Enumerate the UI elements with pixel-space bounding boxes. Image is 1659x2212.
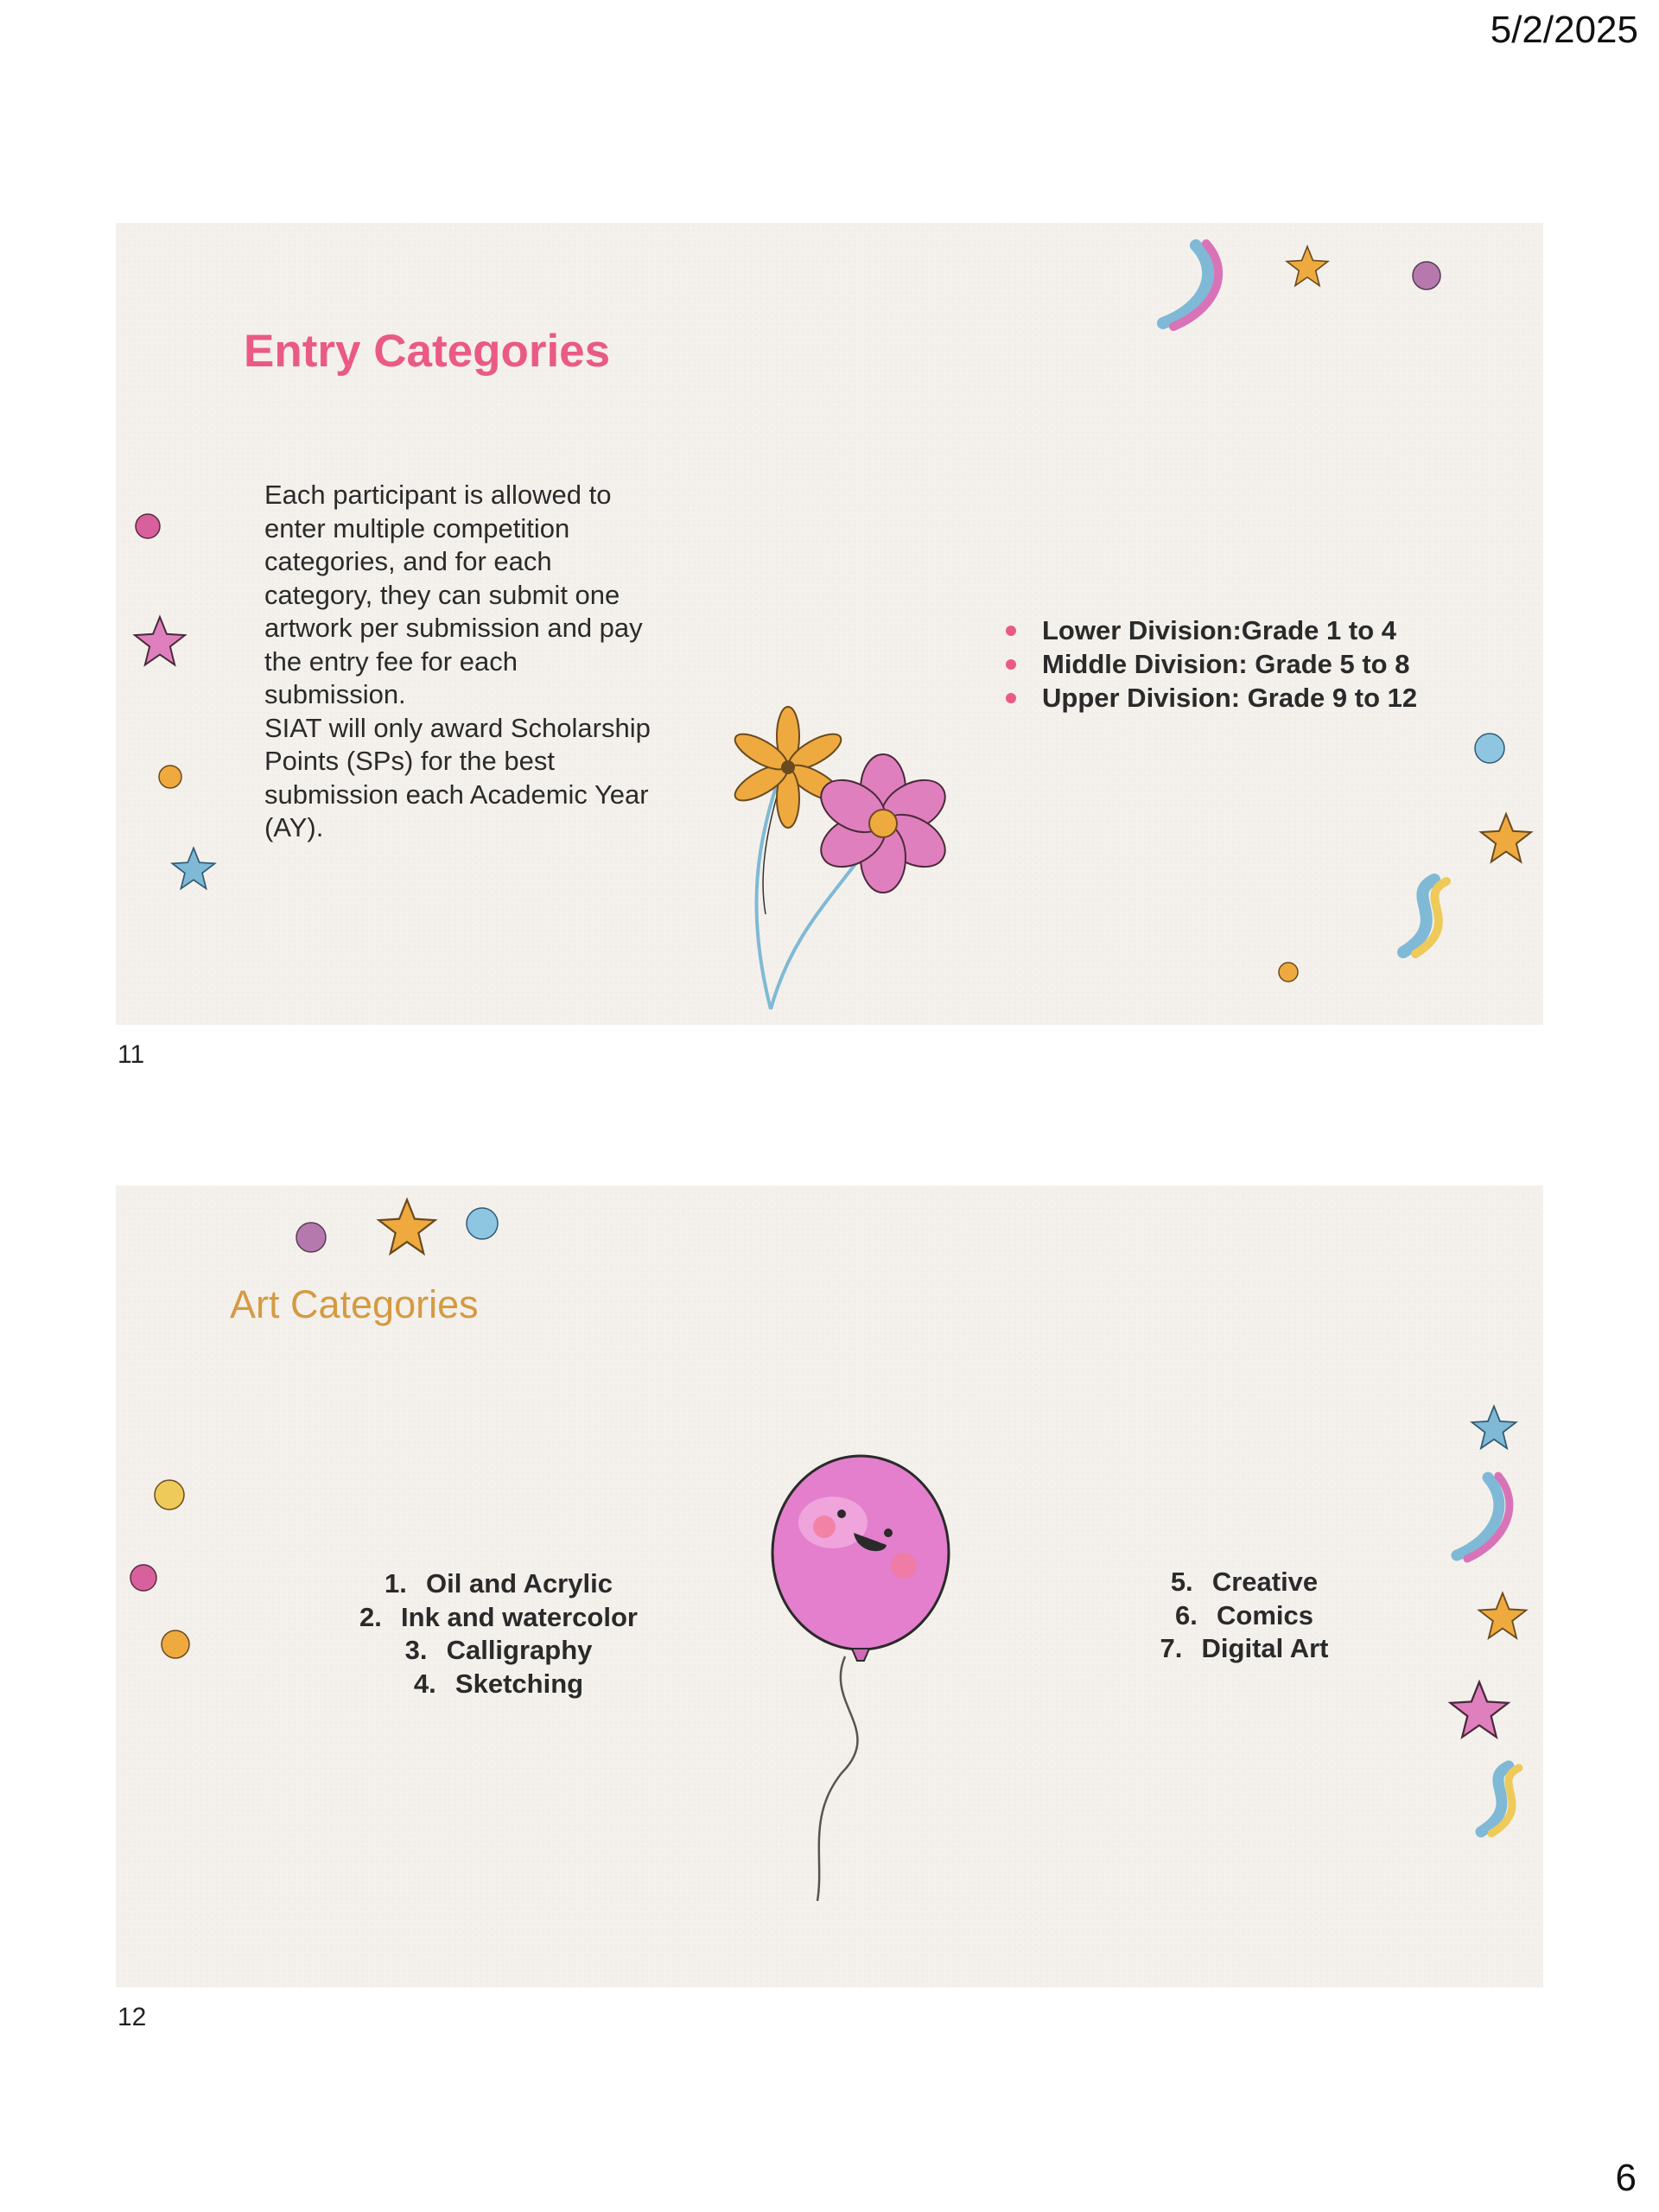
- slide-number: 11: [118, 1040, 145, 1069]
- slide-number: 12: [118, 2003, 147, 2031]
- category-label: Sketching: [454, 1668, 584, 1699]
- art-categories-left: [304, 1567, 693, 1700]
- balloon-icon: [755, 1445, 963, 1911]
- item-number: 6.: [1175, 1599, 1198, 1630]
- bullet-icon: [1006, 626, 1016, 636]
- dot-icon: [152, 1478, 187, 1512]
- list-item: [994, 647, 1417, 681]
- list-item: [1097, 1599, 1391, 1633]
- bullet-icon: [1006, 659, 1016, 670]
- list-item: [1097, 1566, 1391, 1599]
- division-label: Upper Division: Grade 9 to 12: [1042, 683, 1418, 713]
- entry-rules-text: [264, 479, 688, 845]
- category-label: Ink and watercolor: [401, 1601, 638, 1632]
- category-label: Creative: [1211, 1567, 1319, 1597]
- item-number: 5.: [1170, 1567, 1193, 1597]
- star-icon: [1478, 810, 1535, 868]
- item-number: 7.: [1160, 1633, 1183, 1663]
- list-item: [994, 681, 1417, 715]
- category-label: Digital Art: [1201, 1633, 1329, 1663]
- body-line: the entry fee for each: [264, 645, 518, 677]
- body-line: (AY).: [264, 812, 324, 842]
- star-icon: [1446, 1678, 1512, 1744]
- body-line: submission.: [264, 679, 406, 709]
- ribbon-icon: [1384, 869, 1462, 964]
- bullet-icon: [1006, 693, 1016, 703]
- ribbon-icon: [1446, 1471, 1519, 1566]
- dot-icon: [463, 1205, 501, 1243]
- body-line: submission each Academic Year: [264, 779, 649, 810]
- dot-icon: [1410, 259, 1443, 292]
- dot-icon: [128, 1562, 159, 1593]
- body-line: SIAT will only award Scholarship: [264, 712, 651, 743]
- dot-icon: [133, 512, 162, 541]
- slide-art-categories: [116, 1185, 1543, 1987]
- item-number: 2.: [359, 1601, 382, 1632]
- body-line: Each participant is allowed to: [264, 480, 612, 510]
- star-icon: [1284, 244, 1331, 290]
- star-icon: [1476, 1590, 1529, 1643]
- body-line: category, they can submit one: [264, 579, 620, 610]
- item-number: 4.: [413, 1668, 436, 1699]
- ribbon-icon: [1153, 238, 1230, 334]
- list-item: [304, 1668, 693, 1701]
- ribbon-icon: [1464, 1756, 1533, 1842]
- category-label: Calligraphy: [446, 1635, 593, 1665]
- dot-icon: [1472, 731, 1507, 766]
- category-label: Oil and Acrylic: [426, 1568, 613, 1599]
- star-icon: [169, 845, 218, 893]
- division-label: Middle Division: Grade 5 to 8: [1042, 649, 1410, 679]
- body-line: enter multiple competition: [264, 512, 570, 543]
- list-item: [994, 613, 1417, 647]
- dot-icon: [294, 1220, 328, 1255]
- art-categories-right: [1097, 1566, 1391, 1666]
- division-label: Lower Division:Grade 1 to 4: [1042, 615, 1396, 645]
- dot-icon: [1275, 959, 1301, 985]
- dot-icon: [159, 1628, 192, 1661]
- category-label: Comics: [1217, 1599, 1313, 1630]
- star-icon: [1469, 1403, 1519, 1453]
- slide-title: Art Categories: [230, 1282, 479, 1326]
- list-item: [304, 1634, 693, 1668]
- division-list: [994, 613, 1417, 715]
- item-number: 3.: [404, 1635, 428, 1665]
- list-item: [304, 1567, 693, 1601]
- item-number: 1.: [385, 1568, 407, 1599]
- list-item: [1097, 1632, 1391, 1666]
- page-number: 6: [1615, 2157, 1637, 2199]
- slide-title: Entry Categories: [244, 326, 611, 377]
- body-line: Points (SPs) for the best: [264, 746, 555, 776]
- list-item: [304, 1601, 693, 1635]
- body-line: artwork per submission and pay: [264, 613, 643, 643]
- body-line: categories, and for each: [264, 546, 552, 576]
- star-icon: [375, 1196, 439, 1260]
- flower-bouquet-icon: [686, 655, 980, 1018]
- star-icon: [131, 613, 188, 671]
- dot-icon: [156, 762, 185, 791]
- page-date: 5/2/2025: [1490, 9, 1638, 51]
- slide-entry-categories: [116, 223, 1543, 1025]
